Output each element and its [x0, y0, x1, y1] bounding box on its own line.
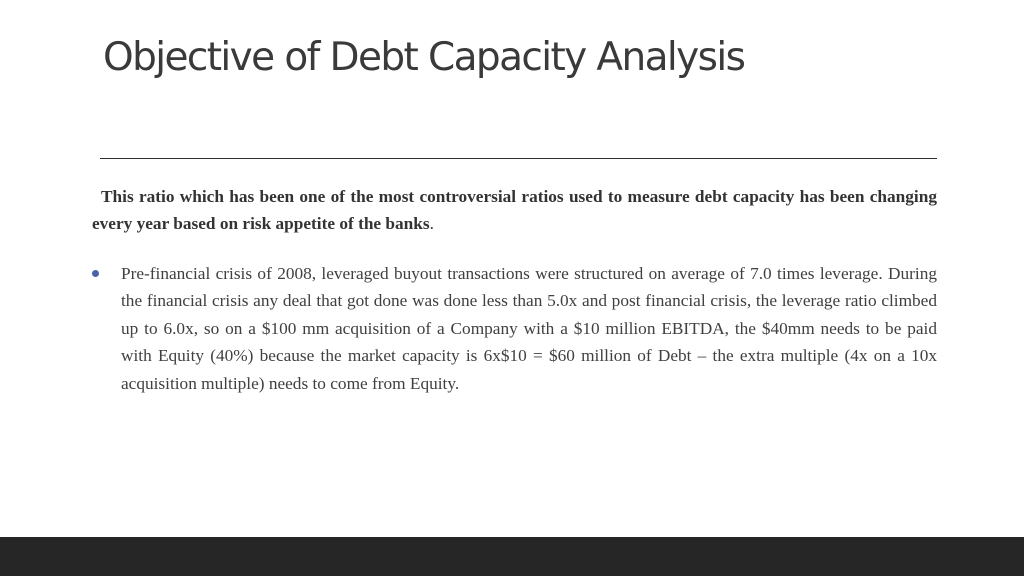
slide-title: Objective of Debt Capacity Analysis	[103, 35, 745, 80]
intro-paragraph	[92, 183, 937, 237]
bullet-dot-icon	[92, 270, 99, 277]
intro-text: This ratio which has been one of the most controversial ratios used to measure debt capacity has been changing every year based on risk appetite of the banks	[92, 187, 937, 233]
bullet-text: Pre-financial crisis of 2008, leveraged buyout transactions were structured on average of 7.0 times leverage. During the financial crisis any deal that got done was done less than 5.0x and post financial crisis, the leverage ratio climbed up to 6.0x, so on a $100 mm acquisition of a Company with a $10 million EBITDA, the $40mm needs to be paid with Equity (40%) because the market capacity is 6x$10 = $60 million of Debt – the extra multiple (4x on a 10x acquisition multiple) needs to come from Equity.	[121, 264, 937, 393]
footer-bar	[0, 537, 1024, 576]
intro-period: .	[429, 214, 434, 233]
title-divider	[100, 158, 937, 159]
bullet-item	[92, 260, 937, 397]
bullet-list	[92, 260, 937, 397]
